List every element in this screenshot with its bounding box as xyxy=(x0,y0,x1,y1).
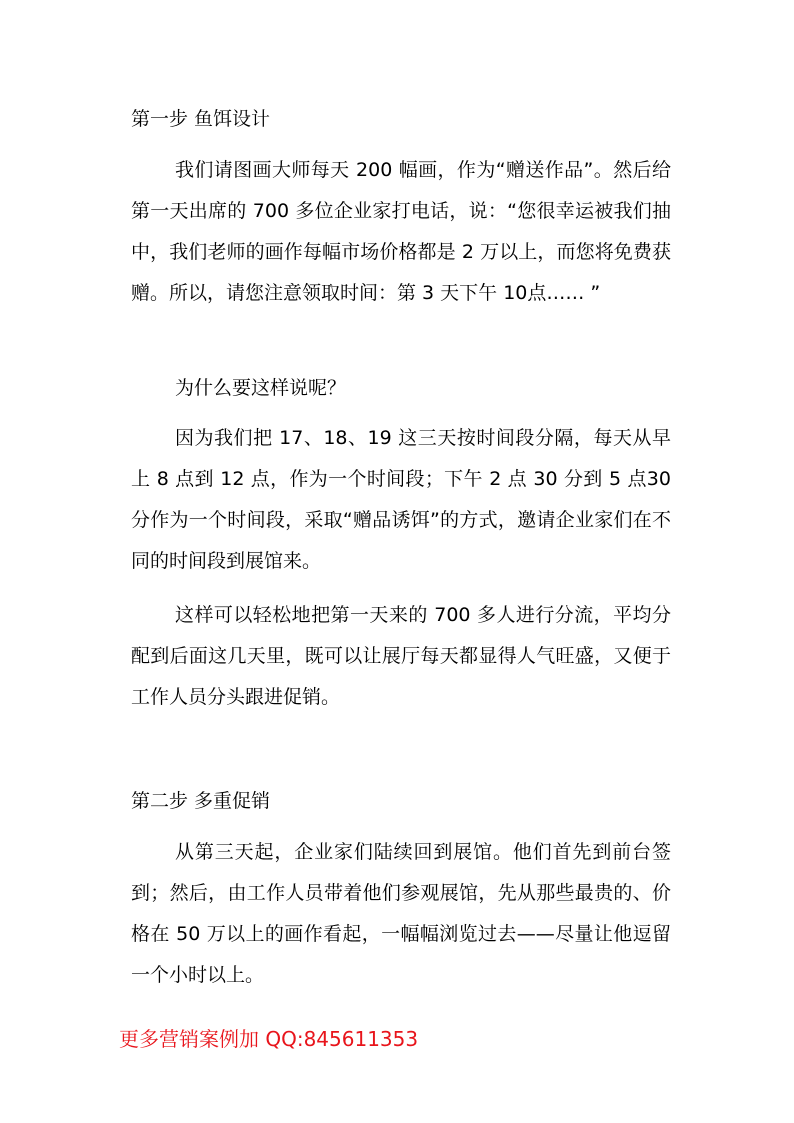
paragraph-why-question: 为什么要这样说呢？ xyxy=(175,377,347,399)
section-heading-step-two: 第二步 多重促销 xyxy=(131,790,271,812)
paragraph-multi-promotion: 从第三天起，企业家们陆续回到展馆。他们首先到前台签到；然后，由工作人员带着他们参观展馆，先从那些最贵的、价格在 50 万以上的画作看起，一幅幅浏览过去——尽量让他逗留一个小时以上。 xyxy=(131,841,671,986)
section-heading-step-one: 第一步 鱼饵设计 xyxy=(131,108,271,130)
paragraph-diversion: 这样可以轻松地把第一天来的 700 多人进行分流，平均分配到后面这几天里，既可以让展厅每天都显得人气旺盛，又便于工作人员分头跟进促销。 xyxy=(131,604,671,708)
paragraph-bait-design: 我们请图画大师每天 200 幅画，作为“赠送作品”。然后给第一天出席的 700 多位企业家打电话，说：“您很幸运被我们抽中，我们老师的画作每幅市场价格都是 2 万以上，而您将免费获赠。所以，请您注意领取时间：第 3 天下午 10点…… ” xyxy=(131,159,671,304)
promo-contact-line: 更多营销案例加 QQ:845611353 xyxy=(119,1027,419,1051)
paragraph-time-slots: 因为我们把 17、18、19 这三天按时间段分隔，每天从早上 8 点到 12 点，作为一个时间段；下午 2 点 30 分到 5 点30 分作为一个时间段，采取“赠品诱饵”的方式，邀请企业家们在不同的时间段到展馆来。 xyxy=(131,427,671,572)
